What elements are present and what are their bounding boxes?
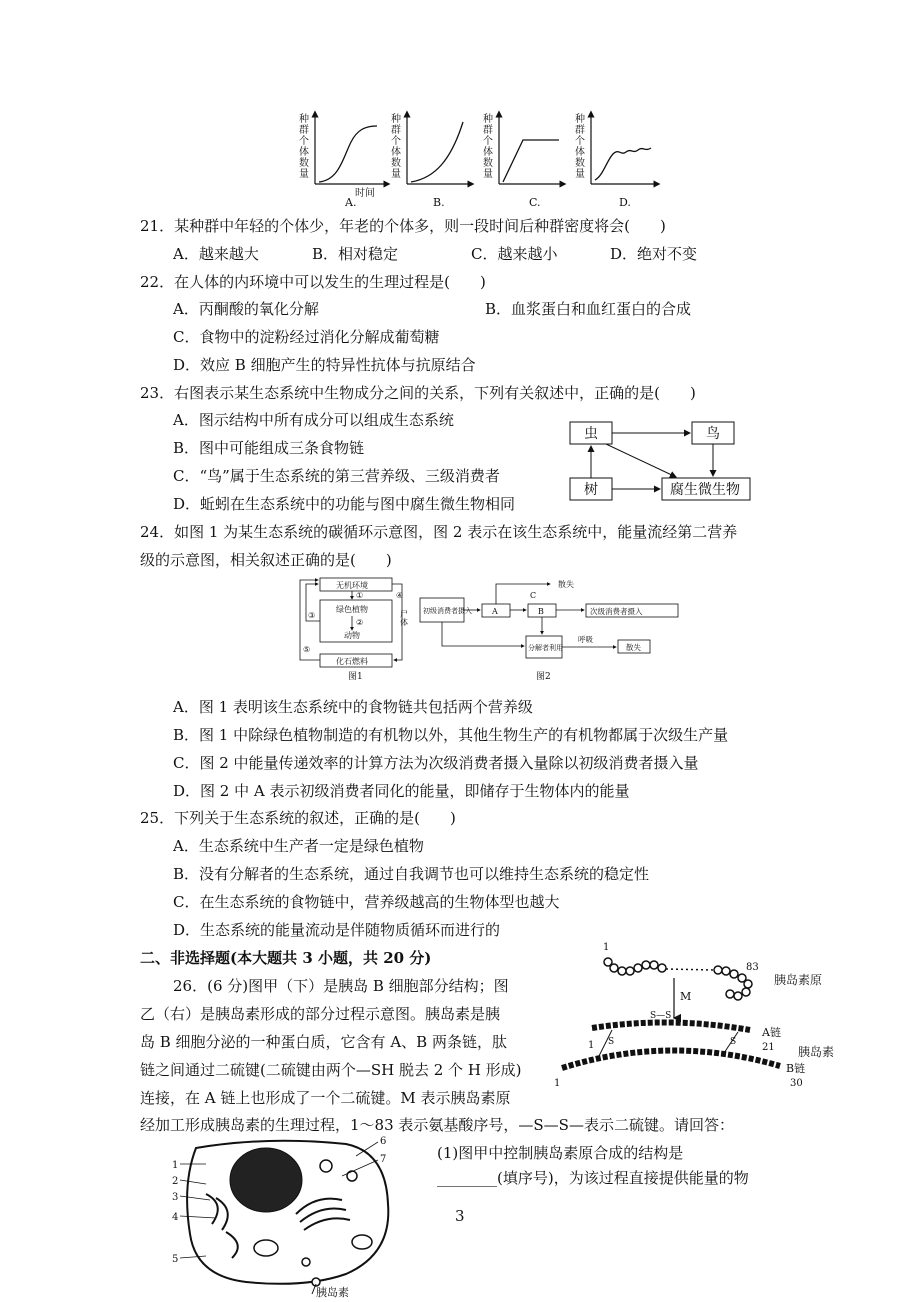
fluctuation-curve <box>595 148 651 180</box>
corpse-label: 尸体 <box>399 610 409 626</box>
ss-bond-a: S—S <box>650 1011 672 1021</box>
q23-option-d: D．蚯蚓在生态系统中的功能与图中腐生微生物相同 <box>173 495 516 513</box>
chart-ylabel-char: 量 <box>575 169 585 180</box>
insulin-formation-diagram <box>550 938 850 1088</box>
linear-plateau <box>503 140 559 182</box>
q24-stem-2: 级的示意图，相关叙述正确的是( ) <box>140 551 392 569</box>
chart-a-label: A. <box>345 196 357 209</box>
num-3: ③ <box>308 611 316 620</box>
insulin-label: 胰岛素 <box>798 1045 835 1059</box>
cell-label-1: 1 <box>172 1160 179 1171</box>
q24-option-b: B．图 1 中除绿色植物制造的有机物以外，其他生物生产的有机物都属于次级生产量 <box>173 726 729 744</box>
num-2: ② <box>356 618 364 627</box>
intake-label: 初级消费者摄入 <box>423 607 472 615</box>
chain-b <box>562 1050 780 1068</box>
q21-option-d: D．绝对不变 <box>610 245 698 263</box>
q22-option-b: B．血浆蛋白和血红蛋白的合成 <box>485 300 692 318</box>
chain-a-n1: 1 <box>588 1040 595 1051</box>
nucleus <box>230 1148 302 1212</box>
page-number: 3 <box>455 1207 465 1225</box>
fig1-caption: 图1 <box>348 672 363 682</box>
decomposer-label: 分解者利用 <box>528 644 563 652</box>
q23-option-b: B．图中可能组成三条食物链 <box>173 439 365 457</box>
q24-option-c: C．图 2 中能量传递效率的计算方法为次级消费者摄入量除以初级消费者摄入量 <box>173 754 699 772</box>
proinsulin-n1: 1 <box>603 942 610 953</box>
inorganic-label: 无机环境 <box>336 581 368 590</box>
chart-ylabel-char: 量 <box>299 169 309 180</box>
chart-ylabel-char: 种 <box>483 114 493 125</box>
j-curve <box>411 122 463 182</box>
population-growth-charts <box>295 108 665 210</box>
num-1: ① <box>356 591 364 600</box>
chain-a <box>592 1022 750 1030</box>
chart-ylabel-char: 种 <box>391 114 401 125</box>
chart-b-label: B. <box>433 196 445 209</box>
chart-ylabel-char: 数 <box>575 158 585 169</box>
q25-option-a: A．生态系统中生产者一定是绿色植物 <box>173 837 424 855</box>
chart-ylabel-char: 群 <box>483 125 493 136</box>
ss-bond-b-2: S <box>730 1037 737 1047</box>
chart-ylabel-char: 个 <box>483 136 493 147</box>
proinsulin-n83: 83 <box>746 962 759 973</box>
chart-ylabel-char: 个 <box>299 136 309 147</box>
chart-d-label: D. <box>619 196 631 209</box>
q25-option-b: B．没有分解者的生态系统，通过自我调节也可以维持生态系统的稳定性 <box>173 865 650 883</box>
chart-ylabel-char: 体 <box>575 147 585 158</box>
chart-ylabel-char: 数 <box>391 158 401 169</box>
chart-ylabel-char: 种 <box>575 114 585 125</box>
chart-ylabel-char: 种 <box>299 114 309 125</box>
cell-insulin-label: 胰岛素 <box>316 1286 349 1298</box>
chart-ylabel-char: 个 <box>575 136 585 147</box>
q24-option-d: D．图 2 中 A 表示初级消费者同化的能量，即储存于生物体内的能量 <box>173 782 630 800</box>
q22-option-d: D．效应 B 细胞产生的特异性抗体与抗原结合 <box>173 356 476 374</box>
q26-line-3: 岛 B 细胞分泌的一种蛋白质，它含有 A、B 两条链，肽 <box>140 1033 507 1051</box>
q21-option-c: C．越来越小 <box>471 245 558 263</box>
cell-label-6: 6 <box>380 1136 387 1147</box>
q21-stem: 21．某种群中年轻的个体少，年老的个体多，则一段时间后种群密度将会( ) <box>140 217 666 235</box>
q23-option-c: C．“鸟”属于生态系统的第三营养级、三级消费者 <box>173 467 500 485</box>
chart-c-label: C. <box>529 196 541 209</box>
chart-ylabel-char: 体 <box>483 147 493 158</box>
bird-label: 鸟 <box>706 426 720 442</box>
chart-a-xlabel: 时间 <box>355 188 375 199</box>
loss-label: 散失 <box>558 580 574 589</box>
q22-option-a: A．丙酮酸的氧化分解 <box>173 300 319 318</box>
cell-label-3: 3 <box>172 1192 179 1203</box>
ss-bond-b-1: S <box>608 1037 615 1047</box>
q24-stem-1: 24．如图 1 为某生态系统的碳循环示意图，图 2 表示在该生态系统中，能量流经第二营养 <box>140 523 738 541</box>
chart-a <box>315 114 387 209</box>
q26-line-5: 连接，在 A 链上也形成了一个二硫键。M 表示胰岛素原 <box>140 1089 511 1107</box>
food-web-diagram <box>566 420 756 504</box>
chain-a-n21: 21 <box>762 1042 775 1053</box>
q22-stem: 22．在人体的内环境中可以发生的生理过程是( ) <box>140 273 486 291</box>
chart-ylabel-char: 体 <box>391 147 401 158</box>
q25-option-d: D．生态系统的能量流动是伴随物质循环而进行的 <box>173 921 501 939</box>
b-label: B <box>538 607 544 616</box>
q26-sub1-a: (1)图甲中控制胰岛素原合成的结构是 <box>437 1144 684 1162</box>
secondary-label: 次级消费者摄入 <box>590 607 643 616</box>
islet-b-cell-diagram <box>166 1134 396 1298</box>
q26-sub1-b: ________(填序号)，为该过程直接提供能量的物 <box>437 1169 749 1187</box>
num-5: ⑤ <box>303 645 311 654</box>
insect-label: 虫 <box>584 426 598 442</box>
fossil-label: 化石燃料 <box>336 657 368 666</box>
q21-option-b: B．相对稳定 <box>312 245 399 263</box>
c-label: C <box>530 591 537 600</box>
q26-line-2: 乙（右）是胰岛素形成的部分过程示意图。胰岛素是胰 <box>140 1005 501 1023</box>
q25-option-c: C．在生态系统的食物链中，营养级越高的生物体型也越大 <box>173 893 560 911</box>
chart-b <box>407 114 471 209</box>
fig2-caption: 图2 <box>536 672 551 682</box>
chart-d <box>591 114 657 209</box>
proinsulin-label: 胰岛素原 <box>774 973 823 987</box>
q25-stem: 25．下列关于生态系统的叙述，正确的是( ) <box>140 809 456 827</box>
q26-line-6: 经加工形成胰岛素的生理过程，1～83 表示氨基酸序号，—S—S—表示二硫键。请回答： <box>140 1116 734 1134</box>
chain-b-n30: 30 <box>790 1078 803 1088</box>
tree-label: 树 <box>584 482 598 498</box>
cell-label-7: 7 <box>380 1154 387 1165</box>
chart-ylabel-char: 量 <box>391 169 401 180</box>
chart-ylabel-char: 群 <box>391 125 401 136</box>
chart-ylabel-char: 量 <box>483 169 493 180</box>
chart-ylabel-char: 体 <box>299 147 309 158</box>
chain-b-label: B链 <box>786 1062 806 1075</box>
chart-ylabel-char: 群 <box>299 125 309 136</box>
q24-option-a: A．图 1 表明该生态系统中的食物链共包括两个营养级 <box>173 698 533 716</box>
cell-label-5: 5 <box>172 1254 179 1265</box>
proinsulin-chain <box>604 958 752 1000</box>
chart-ylabel-char: 个 <box>391 136 401 147</box>
num-4: ④ <box>396 591 404 600</box>
chart-c <box>499 114 563 209</box>
a-label: A <box>492 607 498 616</box>
cell-label-2: 2 <box>172 1176 179 1187</box>
q21-option-a: A．越来越大 <box>173 245 259 263</box>
chain-a-label: A链 <box>762 1026 781 1039</box>
chain-b-n1: 1 <box>554 1078 561 1088</box>
cell-label-4: 4 <box>172 1212 179 1223</box>
animals-label: 动物 <box>344 631 360 640</box>
q22-option-c: C．食物中的淀粉经过消化分解成葡萄糖 <box>173 328 440 346</box>
plants-label: 绿色植物 <box>336 605 368 614</box>
section-2-title: 二、非选择题(本大题共 3 小题，共 20 分) <box>140 949 432 967</box>
chart-ylabel-char: 数 <box>483 158 493 169</box>
chart-ylabel-char: 群 <box>575 125 585 136</box>
s-curve <box>319 126 377 182</box>
microbe-label: 腐生微生物 <box>670 482 740 498</box>
q23-stem: 23．右图表示某生态系统中生物成分之间的关系，下列有关叙述中，正确的是( ) <box>140 384 696 402</box>
chart-ylabel-char: 数 <box>299 158 309 169</box>
carbon-cycle-figure <box>296 576 416 682</box>
energy-flow-figure <box>418 576 688 682</box>
loss2-label: 散失 <box>626 643 641 652</box>
q26-line-1: 26．(6 分)图甲（下）是胰岛 B 细胞部分结构；图 <box>173 977 509 995</box>
process-m-label: M <box>680 990 692 1003</box>
q23-option-a: A．图示结构中所有成分可以组成生态系统 <box>173 411 454 429</box>
respiration-label: 呼吸 <box>578 635 593 644</box>
q26-line-4: 链之间通过二硫键(二硫键由两个—SH 脱去 2 个 H 形成) <box>140 1061 522 1079</box>
